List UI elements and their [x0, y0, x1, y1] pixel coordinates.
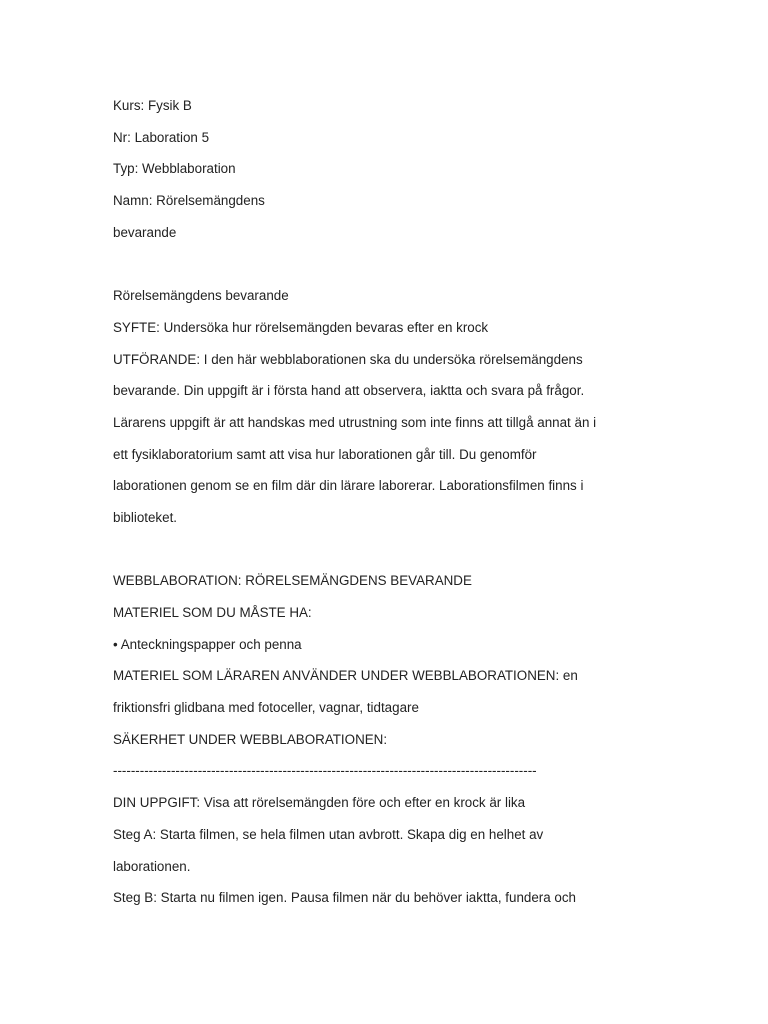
safety-heading: SÄKERHET UNDER WEBBLABORATIONEN:	[113, 731, 388, 747]
spacer	[113, 534, 633, 566]
list-item-label: Anteckningspapper och penna	[120, 636, 302, 652]
lab-name-line-continued: bevarande	[113, 224, 177, 240]
step-a-line: Steg A: Starta filmen, se hela filmen utan avbrott. Skapa dig en helhet av	[113, 826, 544, 842]
procedure-line: ett fysiklaboratorium samt att visa hur laborationen går till. Du genomför	[113, 446, 537, 462]
intro-title: Rörelsemängdens bevarande	[113, 288, 289, 304]
materials-heading: WEBBLABORATION: RÖRELSEMÄNGDENS BEVARANDE	[113, 573, 472, 589]
procedure-line: laborationen genom se en film där din lärare laborerar. Laborationsfilmen finns i	[113, 478, 584, 494]
lab-name-line: Namn: Rörelsemängdens	[113, 193, 265, 209]
step-a-line-continued: laborationen.	[113, 858, 191, 874]
lab-type-line: Typ: Webblaboration	[113, 161, 236, 177]
procedure-line: Lärarens uppgift är att handskas med utrustning som inte finns att tillgå annat än i	[113, 414, 597, 430]
bullet-icon: •	[113, 636, 118, 652]
purpose-line: SYFTE: Undersöka hur rörelsemängden bevaras efter en krock	[113, 319, 489, 335]
procedure-line: biblioteket.	[113, 509, 178, 525]
document-page	[113, 90, 633, 914]
must-have-list-item	[113, 629, 633, 661]
procedure-line: UTFÖRANDE: I den här webblaborationen ska du undersöka rörelsemängdens	[113, 351, 583, 367]
divider-line: -----------------------------------------------------------------------------------------------	[113, 763, 537, 779]
teacher-materials-line-continued: friktionsfri glidbana med fotoceller, vagnar, tidtagare	[113, 700, 419, 716]
spacer	[113, 248, 633, 280]
course-line: Kurs: Fysik B	[113, 98, 192, 113]
procedure-line: bevarande. Din uppgift är i första hand att observera, iaktta och svara på frågor.	[113, 383, 585, 399]
must-have-heading: MATERIEL SOM DU MÅSTE HA:	[113, 605, 312, 620]
lab-number-line: Nr: Laboration 5	[113, 129, 210, 145]
teacher-materials-line: MATERIEL SOM LÄRAREN ANVÄNDER UNDER WEBBLABORATIONEN: en	[113, 668, 578, 684]
task-heading: DIN UPPGIFT: Visa att rörelsemängden före och efter en krock är lika	[113, 795, 526, 811]
step-b-line: Steg B: Starta nu filmen igen. Pausa filmen när du behöver iaktta, fundera och	[113, 890, 576, 906]
